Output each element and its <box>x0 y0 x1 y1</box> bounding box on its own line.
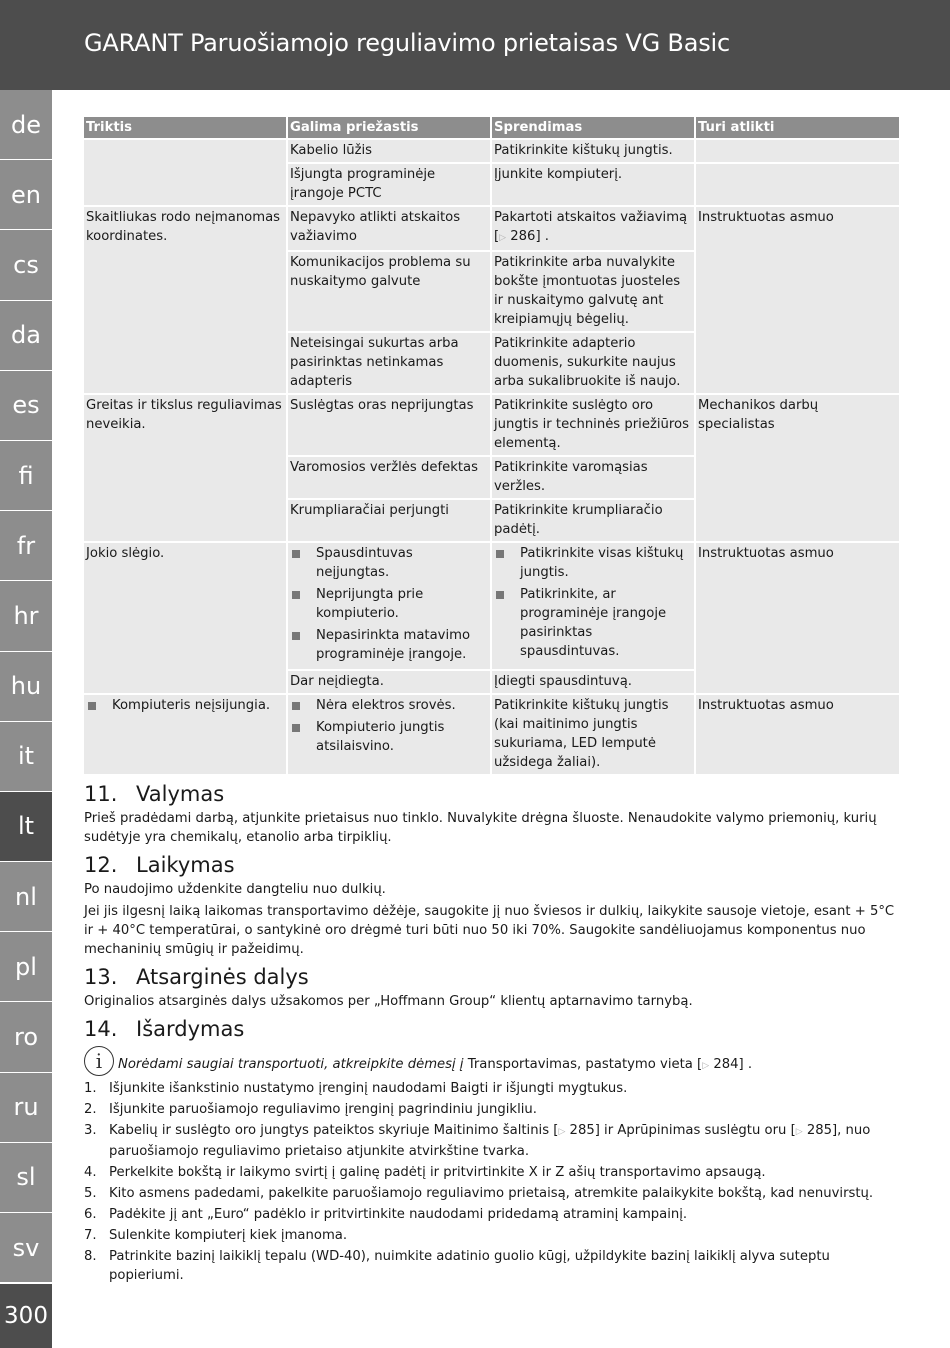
lang-tab-fi[interactable]: fi <box>0 441 52 511</box>
disassembly-steps <box>84 1079 899 1285</box>
step-number: 7. <box>84 1228 97 1243</box>
cause-cell: Išjungta programinėje įrangoje PCTC <box>288 164 490 205</box>
step-text: Perkelkite bokštą ir laikymo svirtį į galinę padėtį ir pritvirtinkite X ir Z ašių transportavimo apsaugą. <box>109 1165 766 1180</box>
table-row <box>84 207 899 250</box>
section-title: Atsarginės dalys <box>136 965 309 989</box>
fault-cell: Jokio slėgio. <box>84 543 286 693</box>
paragraph: Prieš pradėdami darbą, atjunkite prietaisus nuo tinklo. Nuvalykite drėgna šluoste. Nenaudokite valymo priemonių, kurių sudėtyje yra chemikalų, etanolio arba tirpiklių. <box>84 811 877 845</box>
lang-tab-cs[interactable]: cs <box>0 230 52 300</box>
info-note <box>84 1046 899 1076</box>
lang-tab-hr[interactable]: hr <box>0 581 52 651</box>
solution-cell: Patikrinkite kištukų jungtis (kai maitinimo jungtis sukuriama, LED lemputė užsidega žaliai). <box>492 695 694 774</box>
solution-cell: Patikrinkite varomąsias veržles. <box>492 457 694 498</box>
reference-page[interactable]: 286] . <box>510 229 549 244</box>
paragraph: Originalios atsarginės dalys užsakomos per „Hoffmann Group“ klientų aptarnavimo tarnybą. <box>84 994 693 1009</box>
paragraph: Po naudojimo uždenkite dangteliu nuo dulkių. <box>84 882 386 897</box>
list-item <box>84 1205 899 1224</box>
step-number: 4. <box>84 1165 97 1180</box>
solution-text: Pakartoti atskaitos važiavimą [ <box>494 210 688 244</box>
list-item <box>84 1163 899 1182</box>
step-text: Padėkite jį ant „Euro“ padėklo ir pritvirtinkite naudodami pridedamą atraminį kampainį. <box>109 1207 688 1222</box>
table-row <box>84 543 899 669</box>
list-item: Nėra elektros srovės. <box>290 696 488 715</box>
lang-tab-hu[interactable]: hu <box>0 652 52 722</box>
who-cell-empty <box>696 140 899 162</box>
section-heading-storage <box>84 852 899 878</box>
note-italic: Norėdami saugiai transportuoti, atkreipkite dėmesį į <box>118 1057 464 1072</box>
cause-list <box>290 696 488 756</box>
who-cell: Instruktuotas asmuo <box>696 695 899 774</box>
section-heading-spare-parts <box>84 964 899 990</box>
step-text: Patrinkite bazinį laikiklį tepalu (WD-40), nuimkite adatinio guolio kūgį, užpildykite bazinį laikiklį alyva suteptu popieriumi. <box>109 1249 830 1283</box>
list-item <box>84 1226 899 1245</box>
list-item <box>84 1121 899 1161</box>
who-cell: Instruktuotas asmuo <box>696 207 899 393</box>
solution-cell: Patikrinkite suslėgto oro jungtis ir techninės priežiūros elementą. <box>492 395 694 455</box>
step-text-part[interactable]: 285], nuo paruošiamojo reguliavimo prietaiso atjunkite atvirkštine tvarka. <box>109 1123 871 1159</box>
col-header-fault: Triktis <box>84 117 286 138</box>
step-text: Kito asmens padedami, pakelkite paruošiamojo reguliavimo prietaisą, atremkite palaikykite bokštą, kad nenuvirstų. <box>109 1186 874 1201</box>
step-text <box>109 1121 899 1161</box>
col-header-who: Turi atlikti <box>696 117 899 138</box>
paragraph: Jei jis ilgesnį laiką laikomas transportavimo dėžėje, saugokite jį nuo šviesos ir dulkių, laikykite sausoje vietoje, esant + 5°C ir + 40°C temperatūrai, o santykinė oro drėgmė turi būti nuo 50 iki 70%. Saugokite sandėliuojamus komponentus nuo mechaninių smūgių ir pažeidimų. <box>84 904 895 957</box>
cause-cell <box>288 543 490 669</box>
step-number: 3. <box>84 1123 97 1138</box>
list-item: Patikrinkite visas kištukų jungtis. <box>494 544 692 582</box>
main-content <box>84 115 899 1287</box>
solution-cell <box>492 543 694 669</box>
section-number: 13. <box>84 965 118 989</box>
solution-cell: Patikrinkite krumpliaračio padėtį. <box>492 500 694 541</box>
table-row <box>84 140 899 162</box>
step-number: 2. <box>84 1102 97 1117</box>
cause-cell: Varomosios veržlės defektas <box>288 457 490 498</box>
lang-tab-de[interactable]: de <box>0 90 52 160</box>
list-item <box>84 1100 899 1119</box>
list-item <box>84 1247 899 1285</box>
who-cell-empty <box>696 164 899 205</box>
step-text: Išjunkite išankstinio nustatymo įrenginį naudodami Baigti ir išjungti mygtukus. <box>109 1081 628 1096</box>
cause-cell: Komunikacijos problema su nuskaitymo galvute <box>288 252 490 331</box>
solution-cell: Patikrinkite arba nuvalykite bokšte įmontuotas juosteles ir nuskaitymo galvutę ant kreipiamųjų bėgelių. <box>492 252 694 331</box>
list-item: Neprijungta prie kompiuterio. <box>290 585 488 623</box>
cause-cell: Neteisingai sukurtas arba pasirinktas netinkamas adapteris <box>288 333 490 393</box>
fault-cell <box>84 695 286 774</box>
section-heading-disassembly <box>84 1016 899 1042</box>
lang-tab-pl[interactable]: pl <box>0 932 52 1002</box>
note-link-text[interactable]: Transportavimas, pastatymo vieta [ <box>463 1057 703 1072</box>
step-number: 6. <box>84 1207 97 1222</box>
solution-list <box>494 544 692 661</box>
cause-cell: Suslėgtas oras neprijungtas <box>288 395 490 455</box>
page-header <box>0 0 950 90</box>
reference-arrow-icon[interactable]: ▷ <box>499 233 507 243</box>
lang-tab-it[interactable]: it <box>0 722 52 792</box>
col-header-cause: Galima priežastis <box>288 117 490 138</box>
list-item: Nepasirinkta matavimo programinėje įrangoje. <box>290 626 488 664</box>
info-icon: i <box>84 1046 114 1076</box>
solution-cell: Patikrinkite kištukų jungtis. <box>492 140 694 162</box>
section-number: 14. <box>84 1017 118 1041</box>
step-text-part: Kabelių ir suslėgto oro jungtys pateiktos skyriuje Maitinimo šaltinis [ <box>109 1123 559 1138</box>
lang-tab-en[interactable]: en <box>0 160 52 230</box>
cause-cell: Krumpliaračiai perjungti <box>288 500 490 541</box>
solution-cell: Įjunkite kompiuterį. <box>492 164 694 205</box>
section-title: Valymas <box>136 782 225 806</box>
fault-cell-empty <box>84 140 286 205</box>
list-item <box>84 1079 899 1098</box>
lang-tab-nl[interactable]: nl <box>0 862 52 932</box>
reference-page[interactable]: 284] . <box>709 1057 753 1072</box>
solution-cell: Įdiegti spausdintuvą. <box>492 671 694 693</box>
fault-cell: Skaitliukas rodo neįmanomas koordinates. <box>84 207 286 393</box>
step-number: 5. <box>84 1186 97 1201</box>
cause-cell <box>288 695 490 774</box>
cause-cell: Kabelio lūžis <box>288 140 490 162</box>
list-item: Patikrinkite, ar programinėje įrangoje pasirinktas spausdintuvas. <box>494 585 692 661</box>
lang-tab-sl[interactable]: sl <box>0 1143 52 1213</box>
language-tabs <box>0 90 52 1283</box>
section-title: Laikymas <box>136 853 235 877</box>
cause-cell: Dar neįdiegta. <box>288 671 490 693</box>
table-row <box>84 395 899 455</box>
step-text: Išjunkite paruošiamojo reguliavimo įrenginį pagrindiniu jungikliu. <box>109 1102 537 1117</box>
reference-arrow-icon[interactable]: ▷ <box>795 1127 803 1137</box>
step-number: 8. <box>84 1249 97 1264</box>
list-item: Kompiuteris neįsijungia. <box>86 696 284 715</box>
table-header-row <box>84 117 899 138</box>
reference-arrow-icon[interactable]: ▷ <box>558 1127 566 1137</box>
table-row <box>84 695 899 774</box>
section-heading-cleaning <box>84 781 899 807</box>
fault-list <box>86 696 284 715</box>
reference-arrow-icon[interactable]: ▷ <box>702 1061 710 1071</box>
who-cell: Mechanikos darbų specialistas <box>696 395 899 541</box>
page-title: GARANT Paruošiamojo reguliavimo prietaisas VG Basic <box>84 29 730 57</box>
cause-list <box>290 544 488 664</box>
col-header-solution: Sprendimas <box>492 117 694 138</box>
cause-cell: Nepavyko atlikti atskaitos važiavimo <box>288 207 490 250</box>
lang-tab-da[interactable]: da <box>0 301 52 371</box>
section-number: 11. <box>84 782 118 806</box>
step-text: Sulenkite kompiuterį kiek įmanoma. <box>109 1228 348 1243</box>
lang-tab-ro[interactable]: ro <box>0 1002 52 1072</box>
lang-tab-fr[interactable]: fr <box>0 511 52 581</box>
list-item <box>84 1184 899 1203</box>
list-item: Spausdintuvas neįjungtas. <box>290 544 488 582</box>
list-item: Kompiuterio jungtis atsilaisvino. <box>290 718 488 756</box>
step-text-part[interactable]: 285] ir Aprūpinimas suslėgtu oru [ <box>565 1123 796 1138</box>
section-number: 12. <box>84 853 118 877</box>
step-number: 1. <box>84 1081 97 1096</box>
lang-tab-sv[interactable]: sv <box>0 1213 52 1283</box>
page-number: 300 <box>0 1284 52 1348</box>
troubleshooting-table <box>82 115 901 776</box>
solution-cell: Patikrinkite adapterio duomenis, sukurkite naujus arba sukalibruokite iš naujo. <box>492 333 694 393</box>
fault-cell: Greitas ir tikslus reguliavimas neveikia. <box>84 395 286 541</box>
lang-tab-lt[interactable]: lt <box>0 792 52 862</box>
solution-cell <box>492 207 694 250</box>
lang-tab-es[interactable]: es <box>0 371 52 441</box>
note-text <box>118 1055 752 1076</box>
lang-tab-ru[interactable]: ru <box>0 1073 52 1143</box>
section-title: Išardymas <box>136 1017 245 1041</box>
who-cell: Instruktuotas asmuo <box>696 543 899 693</box>
